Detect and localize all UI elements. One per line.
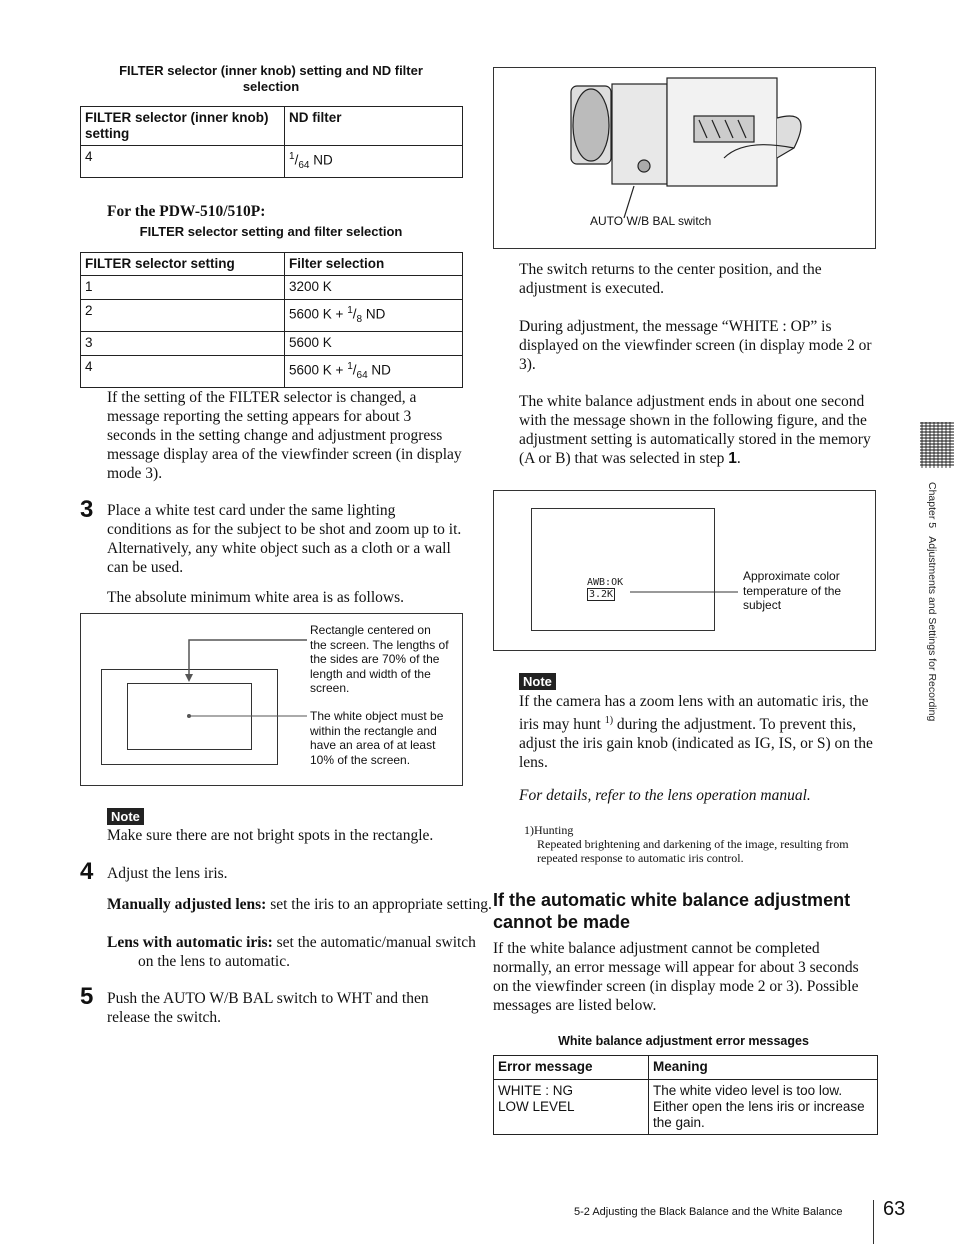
table1-caption: FILTER selector (inner knob) setting and ND filter selection — [119, 63, 423, 94]
step-3-text: Place a white test card under the same lighting conditions as for the subject to be shot and zoom up to it. Alternatively, any white object such as a cloth or a wall can be used. — [107, 502, 462, 576]
during-adjustment-paragraph: During adjustment, the message “WHITE : OP” is displayed on the viewfinder screen (in display mode 2 or 3). — [519, 318, 872, 373]
chapter-tab-hatching — [920, 422, 954, 468]
filter-inner-table — [80, 106, 463, 178]
lens-manual-reference: For details, refer to the lens operation manual. — [519, 787, 811, 804]
filter-selection-table — [80, 252, 463, 388]
table3-caption: White balance adjustment error messages — [558, 1034, 809, 1048]
iris-hunt-note: If the camera has a zoom lens with an automatic iris, the iris may hunt $^{1)}$ during the adjustment. To prevent this, adjust the iris gain knob (indicated as IG, IS, or S) on the lens. — [519, 693, 873, 772]
diagram-label-rectangle: Rectangle centered on the screen. The lengths of the sides are 70% of the length and width of the screen. — [310, 623, 449, 695]
pdw-heading: For the PDW-510/510P: — [107, 203, 266, 220]
table-cell: 4 — [81, 356, 285, 388]
footnote-title: 1)Hunting — [524, 823, 574, 837]
awb-ok-message: AWB:OK — [587, 577, 624, 588]
table-cell: 5600 $K + ^1/_{64}$ ND — [285, 356, 463, 388]
page-number: 63 — [883, 1198, 906, 1220]
adjustment-ends-paragraph: The white balance adjustment ends in about one second with the message shown in the following figure, and the adjustment setting is automatically stored in the memory (A or B) that was selected in step 1. — [519, 393, 871, 467]
step-5-text: Push the AUTO W/B BAL switch to WHT and then release the switch. — [107, 990, 429, 1026]
step-number-3: 3 — [80, 496, 94, 523]
min-area-text: The absolute minimum white area is as follows. — [107, 589, 405, 606]
footer-section-title: 5-2 Adjusting the Black Balance and the White Balance — [574, 1206, 843, 1218]
step-number-4: 4 — [80, 858, 94, 885]
table-header: FILTER selector (inner knob) setting — [81, 107, 285, 146]
manual-lens-item: Manually adjusted lens: set the iris to an appropriate setting. — [107, 896, 492, 913]
section-heading: If the automatic white balance adjustment cannot be made — [493, 890, 851, 932]
color-temp-label: Approximate color temperature of the subject — [743, 569, 842, 612]
auto-wb-switch-label: AUTO W/B BAL switch — [590, 214, 712, 228]
viewfinder-figure — [493, 490, 876, 651]
note-badge: Note — [519, 673, 556, 690]
table-cell: 3200 K — [285, 276, 463, 300]
table-cell: 5600 K — [285, 332, 463, 356]
table-header: Meaning — [649, 1056, 878, 1080]
table-cell: 5600 $K + ^1/_8$ ND — [285, 300, 463, 332]
camera-figure — [493, 67, 876, 249]
footnote-text: Repeated brightening and darkening of the image, resulting from repeated response to automatic iris control. — [537, 837, 849, 865]
table-header: Error message — [494, 1056, 649, 1080]
table-header: FILTER selector setting — [81, 253, 285, 276]
table-cell: 3 — [81, 332, 285, 356]
table-header: ND filter — [285, 107, 463, 146]
table-header: Filter selection — [285, 253, 463, 276]
note-badge: Note — [107, 808, 144, 825]
filter-change-paragraph: If the setting of the FILTER selector is changed, a message reporting the setting appears for about 3 seconds in the setting change and adjustment progress message display area of the viewfinder screen (in display mode 3). — [107, 389, 462, 482]
switch-return-paragraph: The switch returns to the center position, and the adjustment is executed. — [519, 261, 822, 297]
auto-iris-item: Lens with automatic iris: set the automatic/manual switch on the lens to automatic. — [107, 934, 476, 970]
color-temp-readout: 3.2K — [589, 589, 614, 600]
table-cell: The white video level is too low. Either open the lens iris or increase the gain. — [649, 1080, 878, 1135]
table-cell: 1 — [81, 276, 285, 300]
error-messages-table — [493, 1055, 878, 1135]
table-cell: 4 — [81, 146, 285, 178]
note-text: Make sure there are not bright spots in the rectangle. — [107, 827, 434, 844]
white-area-diagram — [80, 613, 463, 786]
step-4-text: Adjust the lens iris. — [107, 865, 228, 882]
step-number-5: 5 — [80, 983, 94, 1010]
table-cell: $^1/_{64}$ ND — [285, 146, 463, 178]
footer-divider — [873, 1200, 874, 1244]
chapter-side-label: Chapter 5 Adjustments and Settings for Recording — [926, 482, 938, 722]
error-intro-paragraph: If the white balance adjustment cannot be completed normally, an error message will appear for about 3 seconds on the viewfinder screen (in display mode 2 or 3). Possible messages are listed below. — [493, 940, 859, 1014]
diagram-label-white-object: The white object must be within the rectangle and have an area of at least 10% of the screen. — [310, 709, 444, 767]
table-cell: 2 — [81, 300, 285, 332]
table-cell: WHITE : NG LOW LEVEL — [494, 1080, 649, 1135]
table2-caption: FILTER selector setting and filter selection — [139, 224, 403, 239]
